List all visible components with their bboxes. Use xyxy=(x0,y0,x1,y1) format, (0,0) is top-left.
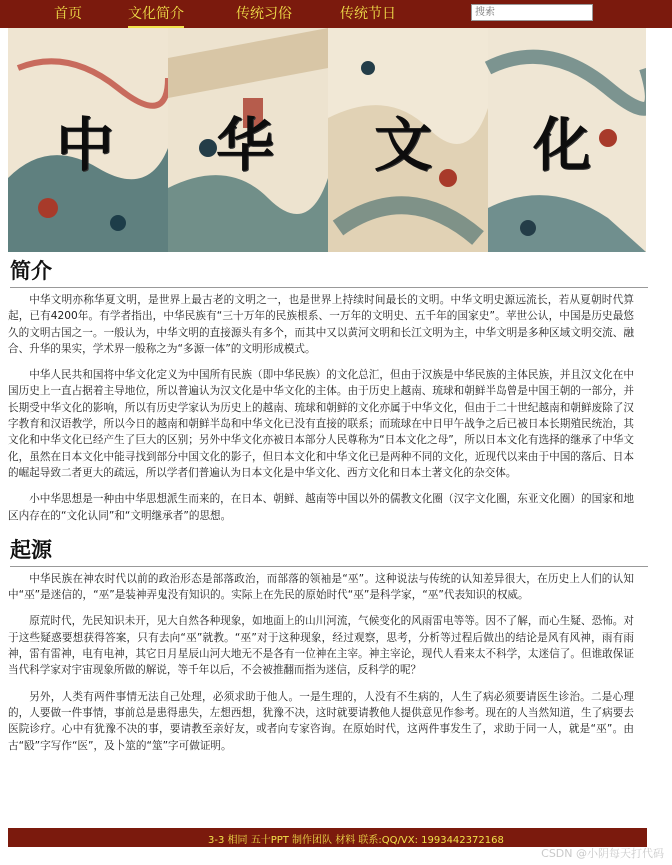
origin-paragraph-2: 原荒时代，先民知识未开，见大自然各种现象，如地面上的山川河流，气候变化的风雨雷电等等。因不了解，而心生疑、恐怖。对于这些疑惑要想获得答案，只有去向“巫”就教。“巫”对于这种现象，经过观察，思考，分析等过程后做出的结论是风有风神，雨有雨神，雷有雷神，电有电神，其它日月星辰山河大地无不是各有一位神在主宰。神主宰论，现代人看来太不科学，太迷信了。但谁敢保证当代科学家对宇宙现象所做的解说，等千年以后，不会被推翻而指为迷信，反科学的呢？ xyxy=(8,615,634,677)
nav-festivals-link[interactable]: 传统节日 xyxy=(340,6,396,22)
nav-home-link[interactable]: 首页 xyxy=(54,6,82,22)
intro-paragraph-1: 中华文明亦称华夏文明，是世界上最古老的文明之一，也是世界上持续时间最长的文明。中华文明史源远流长，若从夏朝时代算起，已有4200年。有学者指出，中华民族有“三十万年的民族根系、一万年的文明史、五千年的国家史”。苹世公认，中国是历史最悠久的文明古国之一。一般认为，中华文明的直接源头有多个，而其中又以黄河文明和长江文明为主，中华文明是多种区域文明交流、融合、升华的果实，学术界一般称之为“多源一体”的文明形成模式。 xyxy=(8,294,634,355)
origin-paragraph-3: 另外，人类有两件事情无法自己处理，必须求助于他人。一是生理的，人没有不生病的，人生了病必须要请医生诊治。二是心理的，人要做一件事情，事前总是患得患失，左想西想，犹豫不决，这时就要请教他人提供意见作参考。现在的人当然知道，生了病要去医院诊疗。心中有犹豫不决的事，要请教至亲好友，或者向专家咨询。在原始时代，这两件事发生了，求助于同一人，就是“巫”。由古“殹”字写作“医”，及卜筮的“筮”字可做证明。 xyxy=(8,690,634,752)
search-input[interactable] xyxy=(471,4,593,21)
intro-paragraph-3: 小中华思想是一种由中华思想派生而来的，在日本、朝鲜、越南等中国以外的儒教文化圈（汉字文化圈，东亚文化圈）的国家和地区内存在的“文化认同”和“文明继承者”的思想。 xyxy=(8,493,634,522)
intro-paragraph-2: 中华人民共和国将中华文化定义为中国所有民族（即中华民族）的文化总汇，但由于汉族是中华民族的主体民族，并且汉文化在中国历史上一直占据着主导地位，所以普遍认为汉文化是中华文化的主体。由于历史上越南、琉球和朝鲜半岛曾是中国王朝的一部分，并长期受中华文化的影响，所以有历史学家认为历史上的越南、琉球和朝鲜的文化亦属于中华文化，但由于二十世纪越南和朝鲜废除了汉字教育和汉语教学，所以今日的越南和朝鲜半岛和中华文化已没有直接的联系；而琉球在中日甲午战争之后已被日本长期殖民统治，其文化和中华文化已经产生了巨大的区别；另外中华文化亦被日本部分人民尊称为“日本文化之母”，所以日本文化有选择的继承了中华文化，虽然在日本文化中能寻找到部分中国文化的影子，但日本文化和中华文化已是两种不同的文化，近现代以来由于中国的落后、日本的崛起导致二者更大的疏远，所以学者们普遍认为日本文化是中华文化、西方文化和日本土著文化的杂交体。 xyxy=(8,369,634,479)
bottom-bar-text: 3-3 相同 五十PPT 制作团队 材料 联系:QQ/VX: 1993442372168 xyxy=(208,835,504,846)
banner-char-1: 中 xyxy=(56,111,115,179)
top-nav-bar xyxy=(0,0,672,28)
origin-paragraph-1: 中华民族在神农时代以前的政治形态是部落政治，而部落的领袖是“巫”。这种说法与传统的认知差异很大，在历史上人们的认知中“巫”是迷信的，“巫”是装神弄鬼没有知识的。实际上在先民的原始时代“巫”是科学家，“巫”代表知识的权威。 xyxy=(8,572,634,602)
banner-char-4: 化 xyxy=(533,111,592,179)
main-content xyxy=(8,255,648,764)
banner-title xyxy=(8,98,646,198)
banner-char-3: 文 xyxy=(374,111,433,179)
section-title-origin: 起源 xyxy=(10,534,648,567)
banner-char-2: 华 xyxy=(216,111,275,179)
nav-customs-link[interactable]: 传统习俗 xyxy=(236,6,292,22)
watermark: CSDN @小阴每天打代码 xyxy=(541,847,664,860)
hero-banner xyxy=(8,28,646,252)
section-title-intro: 简介 xyxy=(10,255,648,288)
nav-intro-link[interactable]: 文化简介 xyxy=(128,4,184,28)
